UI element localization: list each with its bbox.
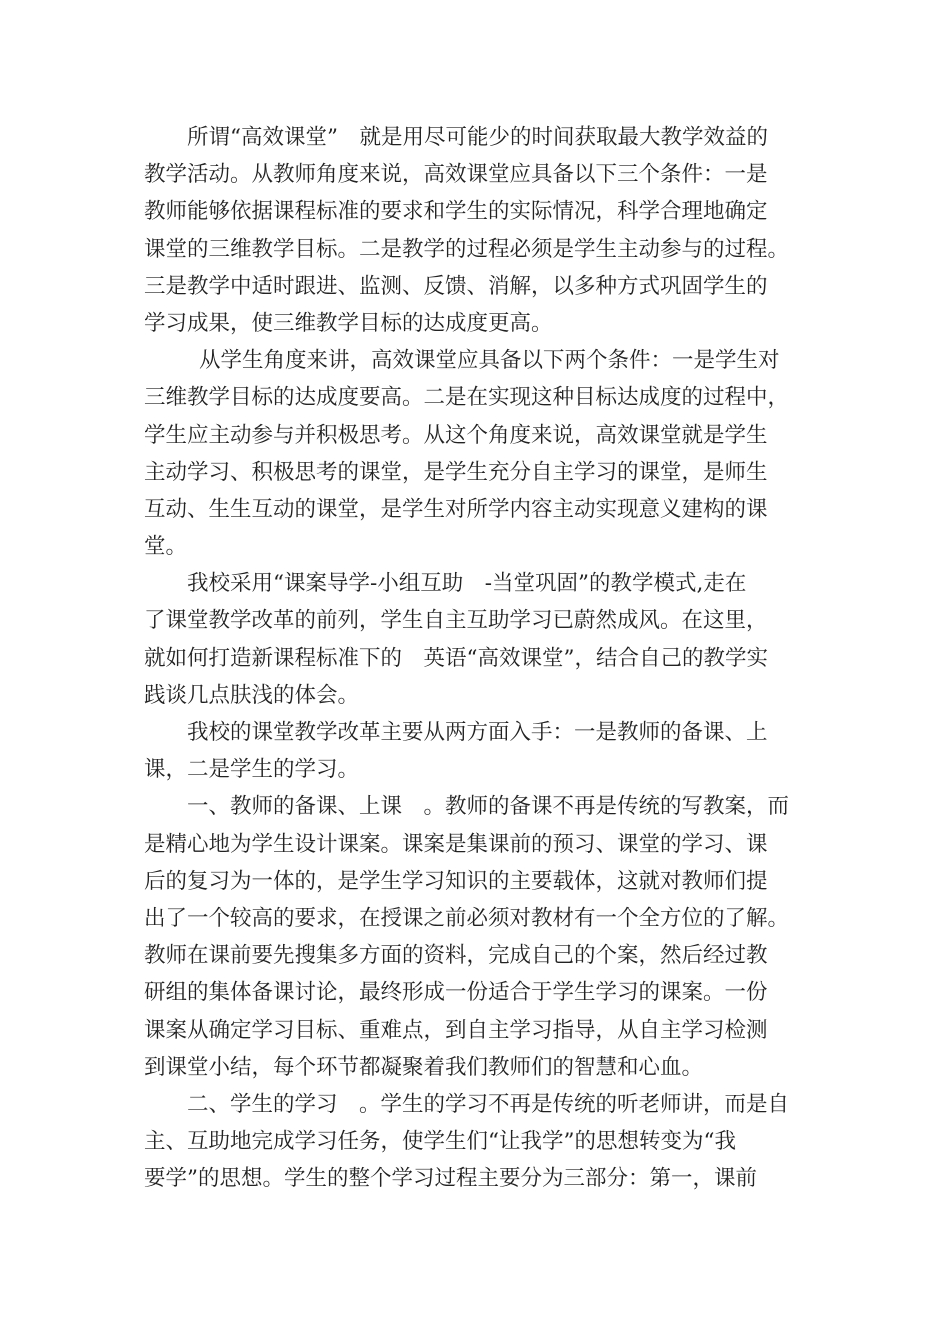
text-line: 互动、生生互动的课堂，是学生对所学内容主动实现意义建构的课 (144, 496, 768, 522)
text-line: 三是教学中适时跟进、监测、反馈、消解，以多种方式巩固学生的 (144, 273, 768, 299)
text-line: 践谈几点肤浅的体会。 (144, 682, 360, 708)
text-line: 要学”的思想。学生的整个学习过程主要分为三部分：第一，课前 (144, 1166, 757, 1192)
text-line: 我校采用“课案导学-小组互助 -当堂巩固”的教学模式,走在 (187, 571, 747, 597)
paragraph-teacher-preparation (144, 788, 809, 1086)
text-line: 到课堂小结，每个环节都凝聚着我们教师们的智慧和心血。 (144, 1054, 704, 1080)
text-line: 教师在课前要先搜集多方面的资料，完成自己的个案，然后经过教 (144, 943, 768, 969)
paragraph-definition (144, 119, 809, 342)
text-line: 研组的集体备课讨论，最终形成一份适合于学生学习的课案。一份 (144, 980, 768, 1006)
text-line: 学生应主动参与并积极思考。从这个角度来说，高效课堂就是学生 (144, 422, 768, 448)
paragraph-reform-overview (144, 714, 809, 788)
paragraph-student-perspective (144, 342, 809, 565)
text-line: 课案从确定学习目标、重难点，到自主学习指导，从自主学习检测 (144, 1017, 768, 1043)
paragraph-student-learning (144, 1086, 809, 1198)
text-line: 堂。 (144, 534, 188, 560)
text-line: 主、互助地完成学习任务，使学生们“让我学”的思想转变为“我 (144, 1129, 736, 1155)
text-line: 课堂的三维教学目标。二是教学的过程必须是学生主动参与的过程。 (144, 236, 790, 262)
text-line: 教学活动。从教师角度来说，高效课堂应具备以下三个条件：一是 (144, 162, 768, 188)
text-line: 三维教学目标的达成度要高。二是在实现这种目标达成度的过程中， (144, 385, 790, 411)
text-line: 主动学习、积极思考的课堂，是学生充分自主学习的课堂，是师生 (144, 459, 768, 485)
text-line: 学习成果，使三维教学目标的达成度更高。 (144, 310, 553, 336)
text-line: 了课堂教学改革的前列，学生自主互助学习已蔚然成风。在这里， (144, 608, 768, 634)
text-line: 我校的课堂教学改革主要从两方面入手：一是教师的备课、上 (187, 720, 768, 745)
text-line: 所谓“高效课堂” 就是用尽可能少的时间获取最大教学效益的 (187, 125, 768, 150)
document-body (144, 119, 809, 1197)
text-line: 出了一个较高的要求，在授课之前必须对教材有一个全方位的了解。 (144, 905, 790, 931)
text-line: 从学生角度来讲，高效课堂应具备以下两个条件：一是学生对 (199, 348, 780, 374)
text-line: 课，二是学生的学习。 (144, 757, 360, 783)
text-line: 是精心地为学生设计课案。课案是集课前的预习、课堂的学习、课 (144, 831, 768, 857)
paragraph-teaching-mode (144, 565, 809, 714)
text-line: 一、教师的备课、上课 。教师的备课不再是传统的写教案，而 (187, 794, 790, 820)
text-line: 二、学生的学习 。学生的学习不再是传统的听老师讲，而是自 (187, 1091, 790, 1117)
text-line: 就如何打造新课程标准下的 英语“高效课堂”，结合自己的教学实 (144, 645, 768, 671)
text-line: 后的复习为一体的，是学生学习知识的主要载体，这就对教师们提 (144, 868, 768, 894)
text-line: 教师能够依据课程标准的要求和学生的实际情况，科学合理地确定 (144, 199, 768, 225)
